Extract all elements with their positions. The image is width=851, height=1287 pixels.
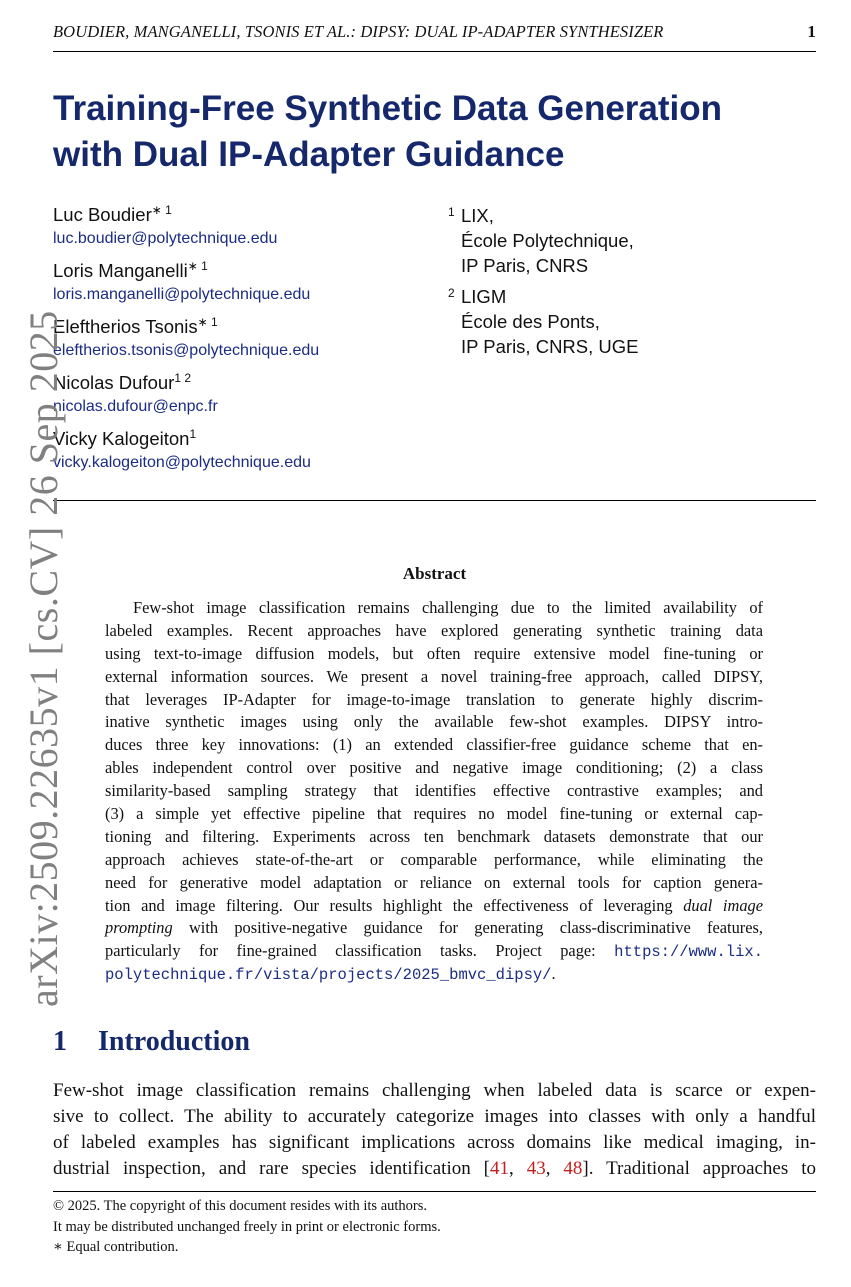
- affiliation-number: 2: [448, 286, 455, 300]
- author-block: [53, 203, 433, 259]
- abstract-line: need for generative model adaptation or reliance on external tools for caption genera-: [105, 872, 763, 892]
- affiliation-line: LIGM: [461, 286, 507, 307]
- author-name: Nicolas Dufour: [53, 372, 175, 393]
- abstract-body: [105, 597, 763, 986]
- footnote-rule: [53, 1191, 816, 1192]
- abstract-line: that leverages IP-Adapter for image-to-image translation to generate highly discrim-: [105, 689, 763, 709]
- intro-line: sive to collect. The ability to accurately categorize images into classes with only a handful: [53, 1106, 816, 1127]
- author-list: [53, 203, 433, 483]
- abstract-line: similarity-based sampling strategy that identifies effective contrastive examples; and: [105, 781, 763, 801]
- author-name: Eleftherios Tsonis: [53, 316, 198, 337]
- author-email-link[interactable]: eleftherios.tsonis@polytechnique.edu: [53, 342, 320, 359]
- citation-link[interactable]: 41: [490, 1158, 510, 1179]
- project-page-link-cont[interactable]: polytechnique.fr/vista/projects/2025_bmvc_dipsy/: [105, 966, 552, 985]
- intro-line: dustrial inspection, and rare species identification [41, 43, 48]. Traditional approaches to: [53, 1158, 816, 1179]
- abstract-line: duces three key innovations: (1) an extended classifier-free guidance scheme that en-: [105, 735, 763, 755]
- affiliation-number: 1: [448, 205, 455, 219]
- project-page-link[interactable]: https://www.lix.: [614, 943, 763, 962]
- author-marks: ∗ 1: [187, 259, 208, 273]
- intro-line: Few-shot image classification remains challenging when labeled data is scarce or expen-: [53, 1080, 816, 1101]
- affiliation-line: LIX,: [461, 205, 494, 226]
- author-email-link[interactable]: luc.boudier@polytechnique.edu: [53, 230, 278, 247]
- abstract-line: using text-to-image diffusion models, but often require extensive model fine-tuning or: [105, 643, 763, 663]
- copyright-note: © 2025. The copyright of this document resides with its authors.: [53, 1198, 428, 1214]
- section-heading: [53, 1026, 250, 1058]
- abstract-line: tion and image filtering. Our results highlight the effectiveness of leveraging dual image: [105, 895, 763, 915]
- author-block: [53, 371, 433, 427]
- affiliation-2: [448, 284, 639, 359]
- section-number: 1: [53, 1026, 67, 1057]
- citation-link[interactable]: 43: [526, 1158, 546, 1179]
- abstract-line: ables independent control over positive and negative image conditioning; (2) a class: [105, 758, 763, 778]
- abstract-line: external information sources. We present a novel training-free approach, called DIPSY,: [105, 666, 763, 686]
- intro-line: of labeled examples has significant implications across domains like medical imaging, in-: [53, 1132, 816, 1153]
- author-section-rule: [53, 500, 816, 501]
- abstract-line: Few-shot image classification remains challenging due to the limited availability of: [133, 598, 763, 617]
- abstract-line: particularly for fine-grained classification tasks. Project page: https://www.lix.: [105, 941, 763, 962]
- affiliation-line: IP Paris, CNRS, UGE: [461, 336, 639, 357]
- header-rule: [53, 51, 816, 52]
- citation-link[interactable]: 48: [563, 1158, 583, 1179]
- paper-title: [53, 86, 813, 178]
- title-line-1: Training-Free Synthetic Data Generation: [53, 89, 723, 128]
- running-title: BOUDIER, MANGANELLI, TSONIS ET AL.: DIPSY: DUAL IP-ADAPTER SYNTHESIZER: [53, 22, 664, 41]
- author-marks: 1: [189, 427, 197, 441]
- abstract-line: tioning and filtering. Experiments across ten benchmark datasets demonstrate that our: [105, 826, 763, 846]
- running-header: [53, 22, 816, 44]
- author-block: [53, 315, 433, 371]
- affiliation-line: École Polytechnique,: [461, 230, 634, 251]
- distribution-note: It may be distributed unchanged freely in print or electronic forms.: [53, 1218, 441, 1235]
- abstract-line: prompting with positive-negative guidance for generating class-discriminative features,: [105, 918, 763, 938]
- page-number: 1: [807, 22, 816, 41]
- abstract-emphasis: prompting: [105, 918, 173, 938]
- author-email-link[interactable]: nicolas.dufour@enpc.fr: [53, 398, 218, 415]
- title-line-2: with Dual IP-Adapter Guidance: [53, 135, 565, 174]
- abstract-line: inative synthetic images using only the available few-shot examples. DIPSY intro-: [105, 712, 763, 732]
- affiliation-1: [448, 203, 634, 278]
- affiliation-line: IP Paris, CNRS: [461, 255, 589, 276]
- author-email-link[interactable]: loris.manganelli@polytechnique.edu: [53, 286, 311, 303]
- author-block: [53, 427, 433, 483]
- author-marks: ∗ 1: [197, 315, 218, 329]
- abstract-line: labeled examples. Recent approaches have explored generating synthetic training data: [105, 620, 763, 640]
- author-name: Luc Boudier: [53, 204, 152, 225]
- arxiv-stamp: arXiv:2509.22635v1 [cs.CV] 26 Sep 2025: [21, 310, 66, 1007]
- intro-paragraph: [53, 1078, 816, 1182]
- author-marks: 1 2: [174, 371, 192, 385]
- equal-contribution-note: ∗ Equal contribution.: [53, 1239, 179, 1255]
- author-name: Loris Manganelli: [53, 260, 188, 281]
- affiliation-line: École des Ponts,: [461, 311, 600, 332]
- author-name: Vicky Kalogeiton: [53, 428, 190, 449]
- abstract-emphasis: dual image: [683, 895, 763, 915]
- abstract-heading: Abstract: [402, 564, 467, 583]
- author-block: [53, 259, 433, 315]
- abstract-line: (3) a simple yet effective pipeline that requires no model fine-tuning or external cap-: [105, 804, 763, 824]
- abstract-line: polytechnique.fr/vista/projects/2025_bmvc_dipsy/.: [105, 964, 556, 985]
- section-title: Introduction: [98, 1026, 250, 1057]
- abstract-line: approach achieves state-of-the-art or comparable performance, while eliminating the: [105, 849, 763, 869]
- author-email-link[interactable]: vicky.kalogeiton@polytechnique.edu: [53, 454, 311, 471]
- footnotes: [53, 1196, 441, 1258]
- author-marks: ∗ 1: [151, 203, 172, 217]
